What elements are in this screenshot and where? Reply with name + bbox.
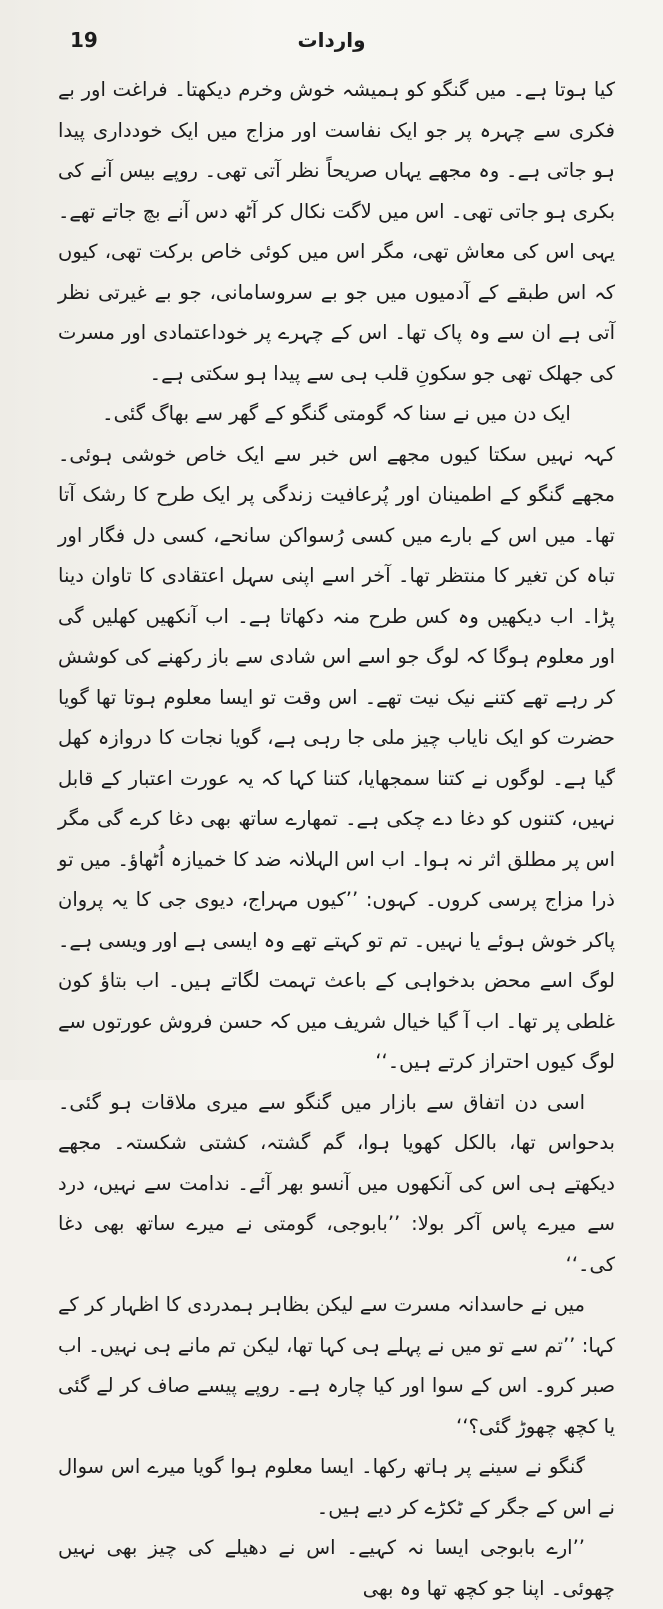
paragraph: گنگو نے سینے پر ہاتھ رکھا۔ ایسا معلوم ہوا گویا میرے اس سوال نے اس کے جگر کے ٹکڑے کر دیے ہیں۔ (58, 1455, 615, 1519)
paragraph: اسی دن اتفاق سے بازار میں گنگو سے میری ملاقات ہو گئی۔ بدحواس تھا، بالکل کھویا ہوا، گم گشتہ، کشتی شکستہ۔ مجھے دیکھتے ہی اس کی آنکھوں میں آنسو بھر آئے۔ ندامت سے نہیں، درد سے میرے پاس آکر بولا: ’’بابوجی، گومتی نے میرے ساتھ بھی دغا کی۔‘‘ (58, 1090, 615, 1276)
paragraph: کہہ نہیں سکتا کیوں مجھے اس خبر سے ایک خاص خوشی ہوئی۔ مجھے گنگو کے اطمینان اور پُرعافیت زندگی پر ایک طرح کا رشک آتا تھا۔ میں اس کے بارے میں کسی رُسواکن سانحے، کسی دل فگار اور تباہ کن تغیر کا منتظر تھا۔ آخر اسے اپنی سہل اعتقادی کا تاوان دینا پڑا۔ اب دیکھیں وہ کس طرح منہ دکھاتا ہے۔ اب آنکھیں کھلیں گی اور معلوم ہوگا کہ لوگ جو اسے اس شادی سے باز رکھنے کی کوشش کر رہے تھے کتنے نیک نیت تھے۔ اس وقت تو ایسا معلوم ہوتا تھا گویا حضرت کو ایک نایاب چیز ملی جا رہی ہے، گویا نجات کا دروازہ کھل گیا ہے۔ لوگوں نے کتنا سمجھایا، کتنا کہا کہ یہ عورت اعتبار کے قابل نہیں، کتنوں کو دغا دے چکی ہے۔ تمھارے ساتھ بھی دغا کرے گی مگر اس پر مطلق اثر نہ ہوا۔ اب اس الہلانہ ضد کا خمیازہ اُٹھاؤ۔ میں تو ذرا مزاج پرسی کروں۔ کہوں: ’’کیوں مہراج، دیوی جی کا یہ پروان پاکر خوش ہوئے یا نہیں۔ تم تو کہتے تھے وہ ایسی ہے اور ویسی ہے۔ لوگ اسے محض بدخواہی کے باعث تہمت لگاتے ہیں۔ اب بتاؤ کون غلطی پر تھا۔ اب آ گیا خیال شریف میں کہ حسن فروش عورتوں سے لوگ کیوں احتراز کرتے ہیں۔‘‘ (58, 442, 615, 1073)
paragraph: کیا ہوتا ہے۔ میں گنگو کو ہمیشہ خوش وخرم دیکھتا۔ فراغت اور بے فکری سے چہرہ پر جو ایک نفاست اور مزاج میں ایک خودداری پیدا ہو جاتی ہے۔ وہ مجھے یہاں صریحاً نظر آتی تھی۔ روپے بیس آنے کی بکری ہو جاتی تھی۔ اس میں لاگت نکال کر آٹھ دس آنے بچ جاتے تھے۔ یہی اس کی معاش تھی، مگر اس میں کوئی خاص برکت تھی، کیوں کہ اس طبقے کے آدمیوں میں جو بے سروسامانی، جو بے غیرتی نظر آتی ہے ان سے وہ پاک تھا۔ اس کے چہرے پر خوداعتمادی اور مسرت کی جھلک تھی جو سکونِ قلب ہی سے پیدا ہو سکتی ہے۔ (58, 78, 615, 385)
page-header (60, 28, 603, 60)
running-title: واردات (297, 28, 366, 52)
page-number: 19 (70, 28, 98, 52)
paragraph: ’’ارے بابوجی ایسا نہ کہیے۔ اس نے دھیلے کی چیز بھی نہیں چھوئی۔ اپنا جو کچھ تھا وہ بھی (58, 1536, 615, 1600)
paragraph: میں نے حاسدانہ مسرت سے لیکن بظاہر ہمدردی کا اظہار کر کے کہا: ’’تم سے تو میں نے پہلے ہی کہا تھا، لیکن تم مانے ہی نہیں۔ اب صبر کرو۔ اس کے سوا اور کیا چارہ ہے۔ روپے پیسے صاف کر لے گئی یا کچھ چھوڑ گئی؟‘‘ (58, 1293, 615, 1438)
paragraph: ایک دن میں نے سنا کہ گومتی گنگو کے گھر سے بھاگ گئی۔ (102, 402, 571, 425)
body-text (58, 70, 615, 1609)
